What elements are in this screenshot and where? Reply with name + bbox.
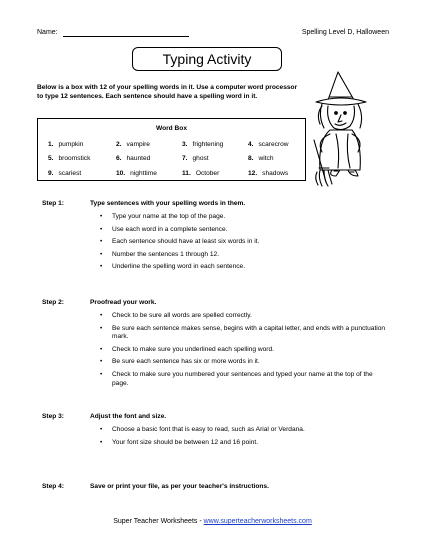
- word-number: 2.: [116, 141, 122, 148]
- bullet-icon: •: [100, 438, 103, 446]
- step-bullet: [100, 312, 388, 321]
- word-box-item: [182, 170, 219, 177]
- witch-illustration: [308, 70, 394, 190]
- word-number: 5.: [48, 155, 54, 162]
- step-bullet: [100, 226, 388, 235]
- bullet-text: Check to make sure you numbered your sentences and typed your name at the top of the page.: [112, 370, 373, 387]
- word-text: vampire: [126, 141, 150, 148]
- step-bullet: [100, 346, 388, 355]
- word-box-item: [248, 141, 289, 148]
- bullet-icon: •: [100, 345, 103, 353]
- word-number: 6.: [116, 155, 122, 162]
- word-box-item: [116, 170, 157, 177]
- bullet-icon: •: [100, 263, 103, 271]
- step-bullet: [100, 263, 388, 272]
- word-number: 4.: [248, 141, 254, 148]
- bullet-icon: •: [100, 213, 103, 220]
- word-box-item: [116, 141, 150, 148]
- word-number: 12.: [248, 170, 258, 177]
- word-box-item: [48, 170, 81, 177]
- step-title: Save or print your file, as per your teacher's instructions.: [90, 483, 269, 490]
- word-text: broomstick: [58, 155, 91, 162]
- step-bullet: [100, 439, 388, 448]
- word-text: scarecrow: [258, 141, 289, 148]
- page-title: [132, 47, 282, 71]
- word-box: [37, 118, 306, 181]
- word-box-item: [116, 155, 150, 162]
- bullet-text: Choose a basic font that is easy to read, such as Arial or Verdana.: [112, 426, 305, 433]
- word-number: 1.: [48, 141, 54, 148]
- bullet-icon: •: [100, 370, 103, 378]
- bullet-text: Number the sentences 1 through 12.: [112, 250, 220, 258]
- name-line[interactable]: [63, 36, 189, 37]
- step-bullet-list: [100, 312, 388, 392]
- bullet-text: Type your name at the top of the page.: [112, 213, 226, 220]
- step-title: Adjust the font and size.: [90, 413, 167, 420]
- word-box-item: [248, 155, 274, 162]
- word-box-item: [248, 170, 288, 177]
- word-text: pumpkin: [58, 141, 84, 148]
- bullet-icon: •: [100, 238, 103, 246]
- word-box-title: Word Box: [155, 125, 187, 132]
- bullet-icon: •: [100, 358, 103, 366]
- bullet-icon: •: [100, 324, 103, 332]
- step-bullet: [100, 426, 388, 435]
- bullet-text: Your font size should be between 12 and 16 point.: [112, 438, 259, 446]
- bullet-icon: •: [100, 225, 103, 233]
- level-text: Spelling Level D, Halloween: [301, 29, 389, 36]
- word-text: nighttime: [130, 170, 157, 177]
- word-number: 3.: [182, 141, 188, 148]
- word-number: 7.: [182, 155, 188, 162]
- step-bullet: [100, 213, 388, 222]
- step-bullet-list: [100, 426, 388, 451]
- footer: [0, 518, 425, 525]
- word-number: 8.: [248, 155, 254, 162]
- bullet-text: Underline the spelling word in each sentence.: [112, 263, 246, 271]
- step-label: Step 2:: [42, 299, 64, 306]
- bullet-text: Each sentence should have at least six words in it.: [112, 238, 260, 246]
- step-label: Step 3:: [42, 413, 64, 420]
- footer-prefix: Super Teacher Worksheets -: [113, 518, 204, 525]
- word-box-item: [182, 155, 209, 162]
- step-title: Proofread your work.: [90, 299, 157, 306]
- word-number: 11.: [182, 170, 191, 177]
- word-box-item: [48, 155, 90, 162]
- word-number: 10.: [116, 170, 126, 177]
- word-text: ghost: [192, 155, 209, 162]
- intro-text: Below is a box with 12 of your spelling words in it. Use a computer word processor to type 12 sentences. Each sentence should have a spelling word in it.: [37, 84, 298, 100]
- word-box-item: [182, 141, 223, 148]
- bullet-text: Check to make sure you underlined each spelling word.: [112, 345, 275, 353]
- word-text: haunted: [126, 155, 151, 162]
- word-text: scariest: [58, 170, 82, 177]
- word-text: October: [195, 170, 220, 177]
- step-title: Type sentences with your spelling words in them.: [90, 200, 246, 207]
- bullet-text: Check to be sure all words are spelled correctly.: [112, 312, 252, 319]
- word-box-item: [48, 141, 83, 148]
- bullet-text: Be sure each sentence has six or more words in it.: [112, 358, 260, 366]
- bullet-icon: •: [100, 426, 103, 433]
- word-number: 9.: [48, 170, 54, 177]
- step-bullet: [100, 251, 388, 260]
- step-bullet: [100, 371, 388, 388]
- page-title-text: Typing Activity: [162, 51, 252, 67]
- word-text: frightening: [192, 141, 224, 148]
- word-text: witch: [258, 155, 274, 162]
- footer-link[interactable]: www.superteacherworksheets.com: [203, 518, 312, 525]
- name-label: Name:: [37, 29, 58, 36]
- bullet-text: Be sure each sentence makes sense, begins with a capital letter, and ends with a punctuation mark.: [112, 324, 386, 341]
- step-bullet-list: [100, 213, 388, 276]
- step-label: Step 1:: [42, 200, 64, 207]
- step-bullet: [100, 358, 388, 367]
- step-bullet: [100, 325, 388, 342]
- bullet-icon: •: [100, 250, 103, 258]
- bullet-text: Use each word in a complete sentence.: [112, 225, 228, 233]
- word-text: shadows: [262, 170, 289, 177]
- bullet-icon: •: [100, 312, 103, 319]
- step-bullet: [100, 238, 388, 247]
- step-label: Step 4:: [42, 483, 64, 490]
